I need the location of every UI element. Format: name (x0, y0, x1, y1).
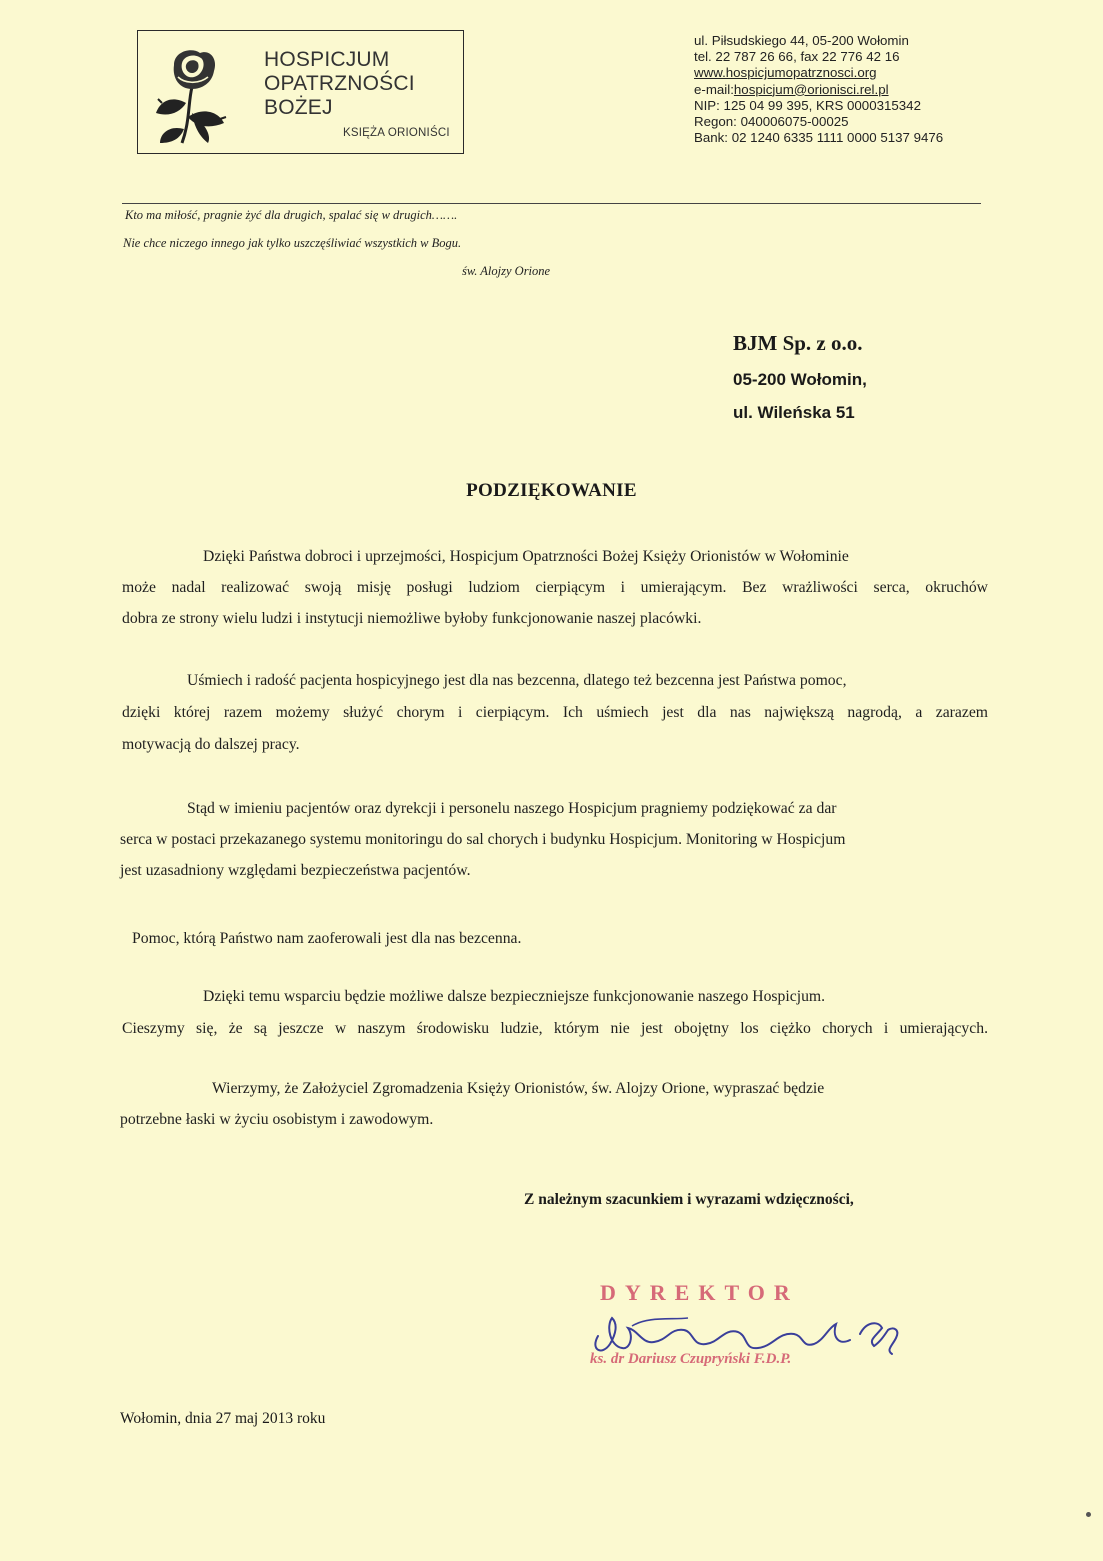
motto-author: św. Alojzy Orione (462, 264, 551, 278)
contact-phone: tel. 22 787 26 66, fax 22 776 42 16 (694, 49, 900, 65)
contact-website-link[interactable]: www.hospicjumopatrznosci.org (694, 65, 877, 81)
paragraph-1-line-3: dobra ze strony wielu ludzi i instytucji niemożliwe byłoby funkcjonowanie naszej placówki. (122, 610, 702, 627)
recipient-city: 05-200 Wołomin, (733, 370, 867, 389)
logo-name (264, 48, 415, 120)
letter-title: PODZIĘKOWANIE (466, 480, 637, 501)
logo-line-3: BOŻEJ (264, 96, 333, 119)
paragraph-2-line-2: dzięki której razem możemy służyć chorym i cierpiącym. Ich uśmiech jest dla nas największą nagrodą, a zarazem (122, 704, 988, 721)
rose-icon (148, 43, 236, 147)
paragraph-2-line-3: motywacją do dalszej pracy. (122, 736, 300, 753)
stamp-title: DYREKTOR (600, 1280, 799, 1305)
logo-line-2: OPATRZNOŚCI (264, 72, 415, 95)
paper-speck (1086, 1512, 1091, 1517)
contact-regon: Regon: 040006075-00025 (694, 114, 849, 130)
contact-email-link[interactable]: hospicjum@orionisci.rel.pl (733, 81, 889, 97)
contact-block (694, 33, 943, 146)
closing-line: Z należnym szacunkiem i wyrazami wdzięczności, (524, 1191, 854, 1208)
paragraph-5-line-2: Cieszymy się, że są jeszcze w naszym środowisku ludzie, którym nie jest obojętny los ciężko chorych i umierających. (122, 1020, 988, 1037)
paragraph-3-line-2: serca w postaci przekazanego systemu monitoringu do sal chorych i budynku Hospicjum. Monitoring w Hospicjum (120, 831, 846, 848)
logo-line-1: HOSPICJUM (264, 48, 390, 71)
header-divider (122, 203, 981, 204)
contact-email-row (694, 82, 943, 98)
contact-email-prefix: e-mail: (694, 81, 734, 97)
paragraph-4: Pomoc, którą Państwo nam zaoferowali jest dla nas bezcenna. (132, 930, 522, 947)
paragraph-2-line-1: Uśmiech i radość pacjenta hospicyjnego jest dla nas bezcenna, dlatego też bezcenna jest Państwa pomoc, (187, 672, 847, 689)
stamp-name: ks. dr Dariusz Czupryński F.D.P. (590, 1351, 792, 1367)
paragraph-6-line-1: Wierzymy, że Założyciel Zgromadzenia Księży Orionistów, św. Alojzy Orione, wypraszać będzie (212, 1080, 825, 1097)
contact-bank: Bank: 02 1240 6335 1111 0000 5137 9476 (694, 130, 944, 146)
logo-box (137, 30, 464, 154)
date-line: Wołomin, dnia 27 maj 2013 roku (120, 1410, 326, 1427)
paragraph-3-line-1: Stąd w imieniu pacjentów oraz dyrekcji i personelu naszego Hospicjum pragniemy podziękować za dar (187, 800, 837, 817)
logo-subtitle: KSIĘŻA ORIONIŚCI (343, 127, 450, 139)
paragraph-1-line-1: Dzięki Państwa dobroci i uprzejmości, Hospicjum Opatrzności Bożej Księży Orionistów w Wołominie (203, 548, 849, 565)
recipient-name: BJM Sp. z o.o. (733, 331, 863, 355)
motto-line-1: Kto ma miłość, pragnie żyć dla drugich, spalać się w drugich……. (125, 208, 458, 222)
paragraph-5-line-1: Dzięki temu wsparciu będzie możliwe dalsze bezpieczniejsze funkcjonowanie naszego Hospicjum. (203, 988, 826, 1005)
paragraph-6-line-2: potrzebne łaski w życiu osobistym i zawodowym. (120, 1111, 434, 1128)
contact-nip-krs: NIP: 125 04 99 395, KRS 0000315342 (694, 97, 921, 113)
paragraph-3-line-3: jest uzasadniony względami bezpieczeństwa pacjentów. (120, 862, 471, 879)
recipient-street: ul. Wileńska 51 (733, 403, 855, 422)
motto-line-2: Nie chce niczego innego jak tylko uszczęśliwiać wszystkich w Bogu. (123, 236, 462, 250)
paragraph-1-line-2: może nadal realizować swoją misję posługi ludziom cierpiącym i umierającym. Bez wrażliwości serca, okruchów (122, 579, 988, 596)
contact-address: ul. Piłsudskiego 44, 05-200 Wołomin (694, 33, 909, 48)
